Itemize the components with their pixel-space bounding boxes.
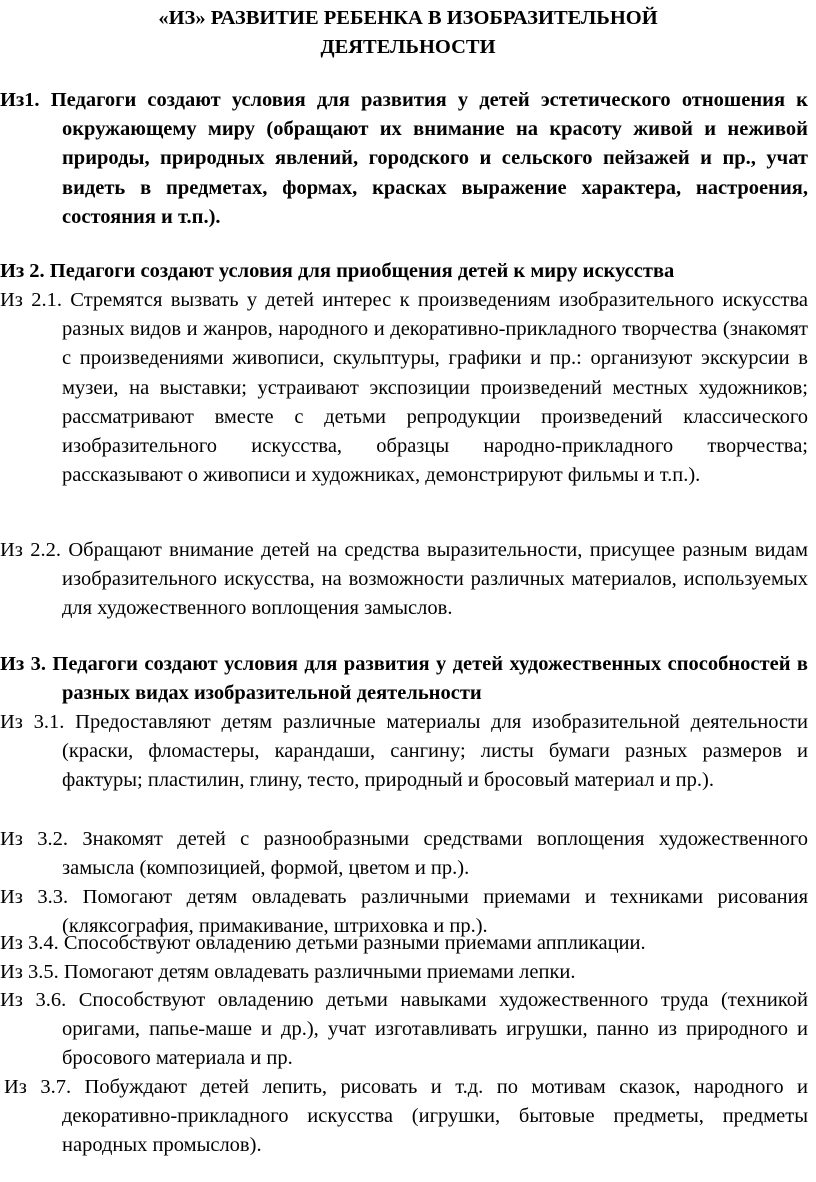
document-title [60, 4, 756, 62]
iz2-2-paragraph: Из 2.2. Обращают внимание детей на средства выразительности, присущее разным видам изобразительного искусства, на возможности различных материалов, используемых для художественного воплощения замыслов. [0, 539, 808, 620]
iz3-6-paragraph: Из 3.6. Способствуют овладению детьми навыками художественного труда (техникой оригами, папье-маше и др.), учат изготавливать игрушки, панно из природного и бросового материала и пр. [0, 989, 808, 1070]
iz2-heading: Из 2. Педагоги создают условия для приобщения детей к миру искусства [0, 260, 675, 282]
iz3-4-paragraph: Из 3.4. Способствуют овладению детьми разными приемами аппликации. [0, 932, 646, 954]
iz3-7-paragraph: Из 3.7. Побуждают детей лепить, рисовать и т.д. по мотивам сказок, народного и декоративно-прикладного искусства (игрушки, бытовые предметы, предметы народных промыслов). [4, 1076, 808, 1157]
iz3-2-paragraph: Из 3.2. Знакомят детей с разнообразными средствами воплощения художественного замысла (композицией, формой, цветом и пр.). [0, 828, 808, 880]
iz2-1-paragraph: Из 2.1. Стремятся вызвать у детей интерес к произведениям изобразительного искусства разных видов и жанров, народного и декоративно-прикладного творчества (знакомят с произведениями живописи, скульптуры, графики и пр.: организуют экскурсии в музеи, на выставки; устраивают экспозиции произведений местных художников; рассматривают вместе с детьми репродукции произведений классического изобразительного искусства, образцы народно-прикладного творчества; рассказывают о живописи и художниках, демонстрируют фильмы и т.п.). [0, 289, 808, 487]
iz3-3-paragraph: Из 3.3. Помогают детям овладевать различными приемами и техниками рисования (кляксография, примакивание, штриховка и пр.). [0, 886, 808, 938]
iz3-1-paragraph: Из 3.1. Предоставляют детям различные материалы для изобразительной деятельности (краски, фломастеры, карандаши, сангину; листы бумаги разных размеров и фактуры; пластилин, глину, тесто, природный и бросовый материал и пр.). [0, 711, 808, 792]
title-line-2: ДЕЯТЕЛЬНОСТИ [320, 36, 496, 58]
iz3-heading: Из 3. Педагоги создают условия для развития у детей художественных способностей в разных видах изобразительной деятельности [0, 653, 808, 705]
iz3-5-paragraph: Из 3.5. Помогают детям овладевать различными приемами лепки. [0, 961, 576, 983]
title-line-1: «ИЗ» РАЗВИТИЕ РЕБЕНКА В ИЗОБРАЗИТЕЛЬНОЙ [158, 7, 658, 29]
iz1-paragraph: Из1. Педагоги создают условия для развития у детей эстетического отношения к окружающему миру (обращают их внимание на красоту живой и неживой природы, природных явлений, городского и сельского пейзажей и пр., учат видеть в предметах, формах, красках выражение характера, настроения, состояния и т.п.). [0, 89, 808, 228]
